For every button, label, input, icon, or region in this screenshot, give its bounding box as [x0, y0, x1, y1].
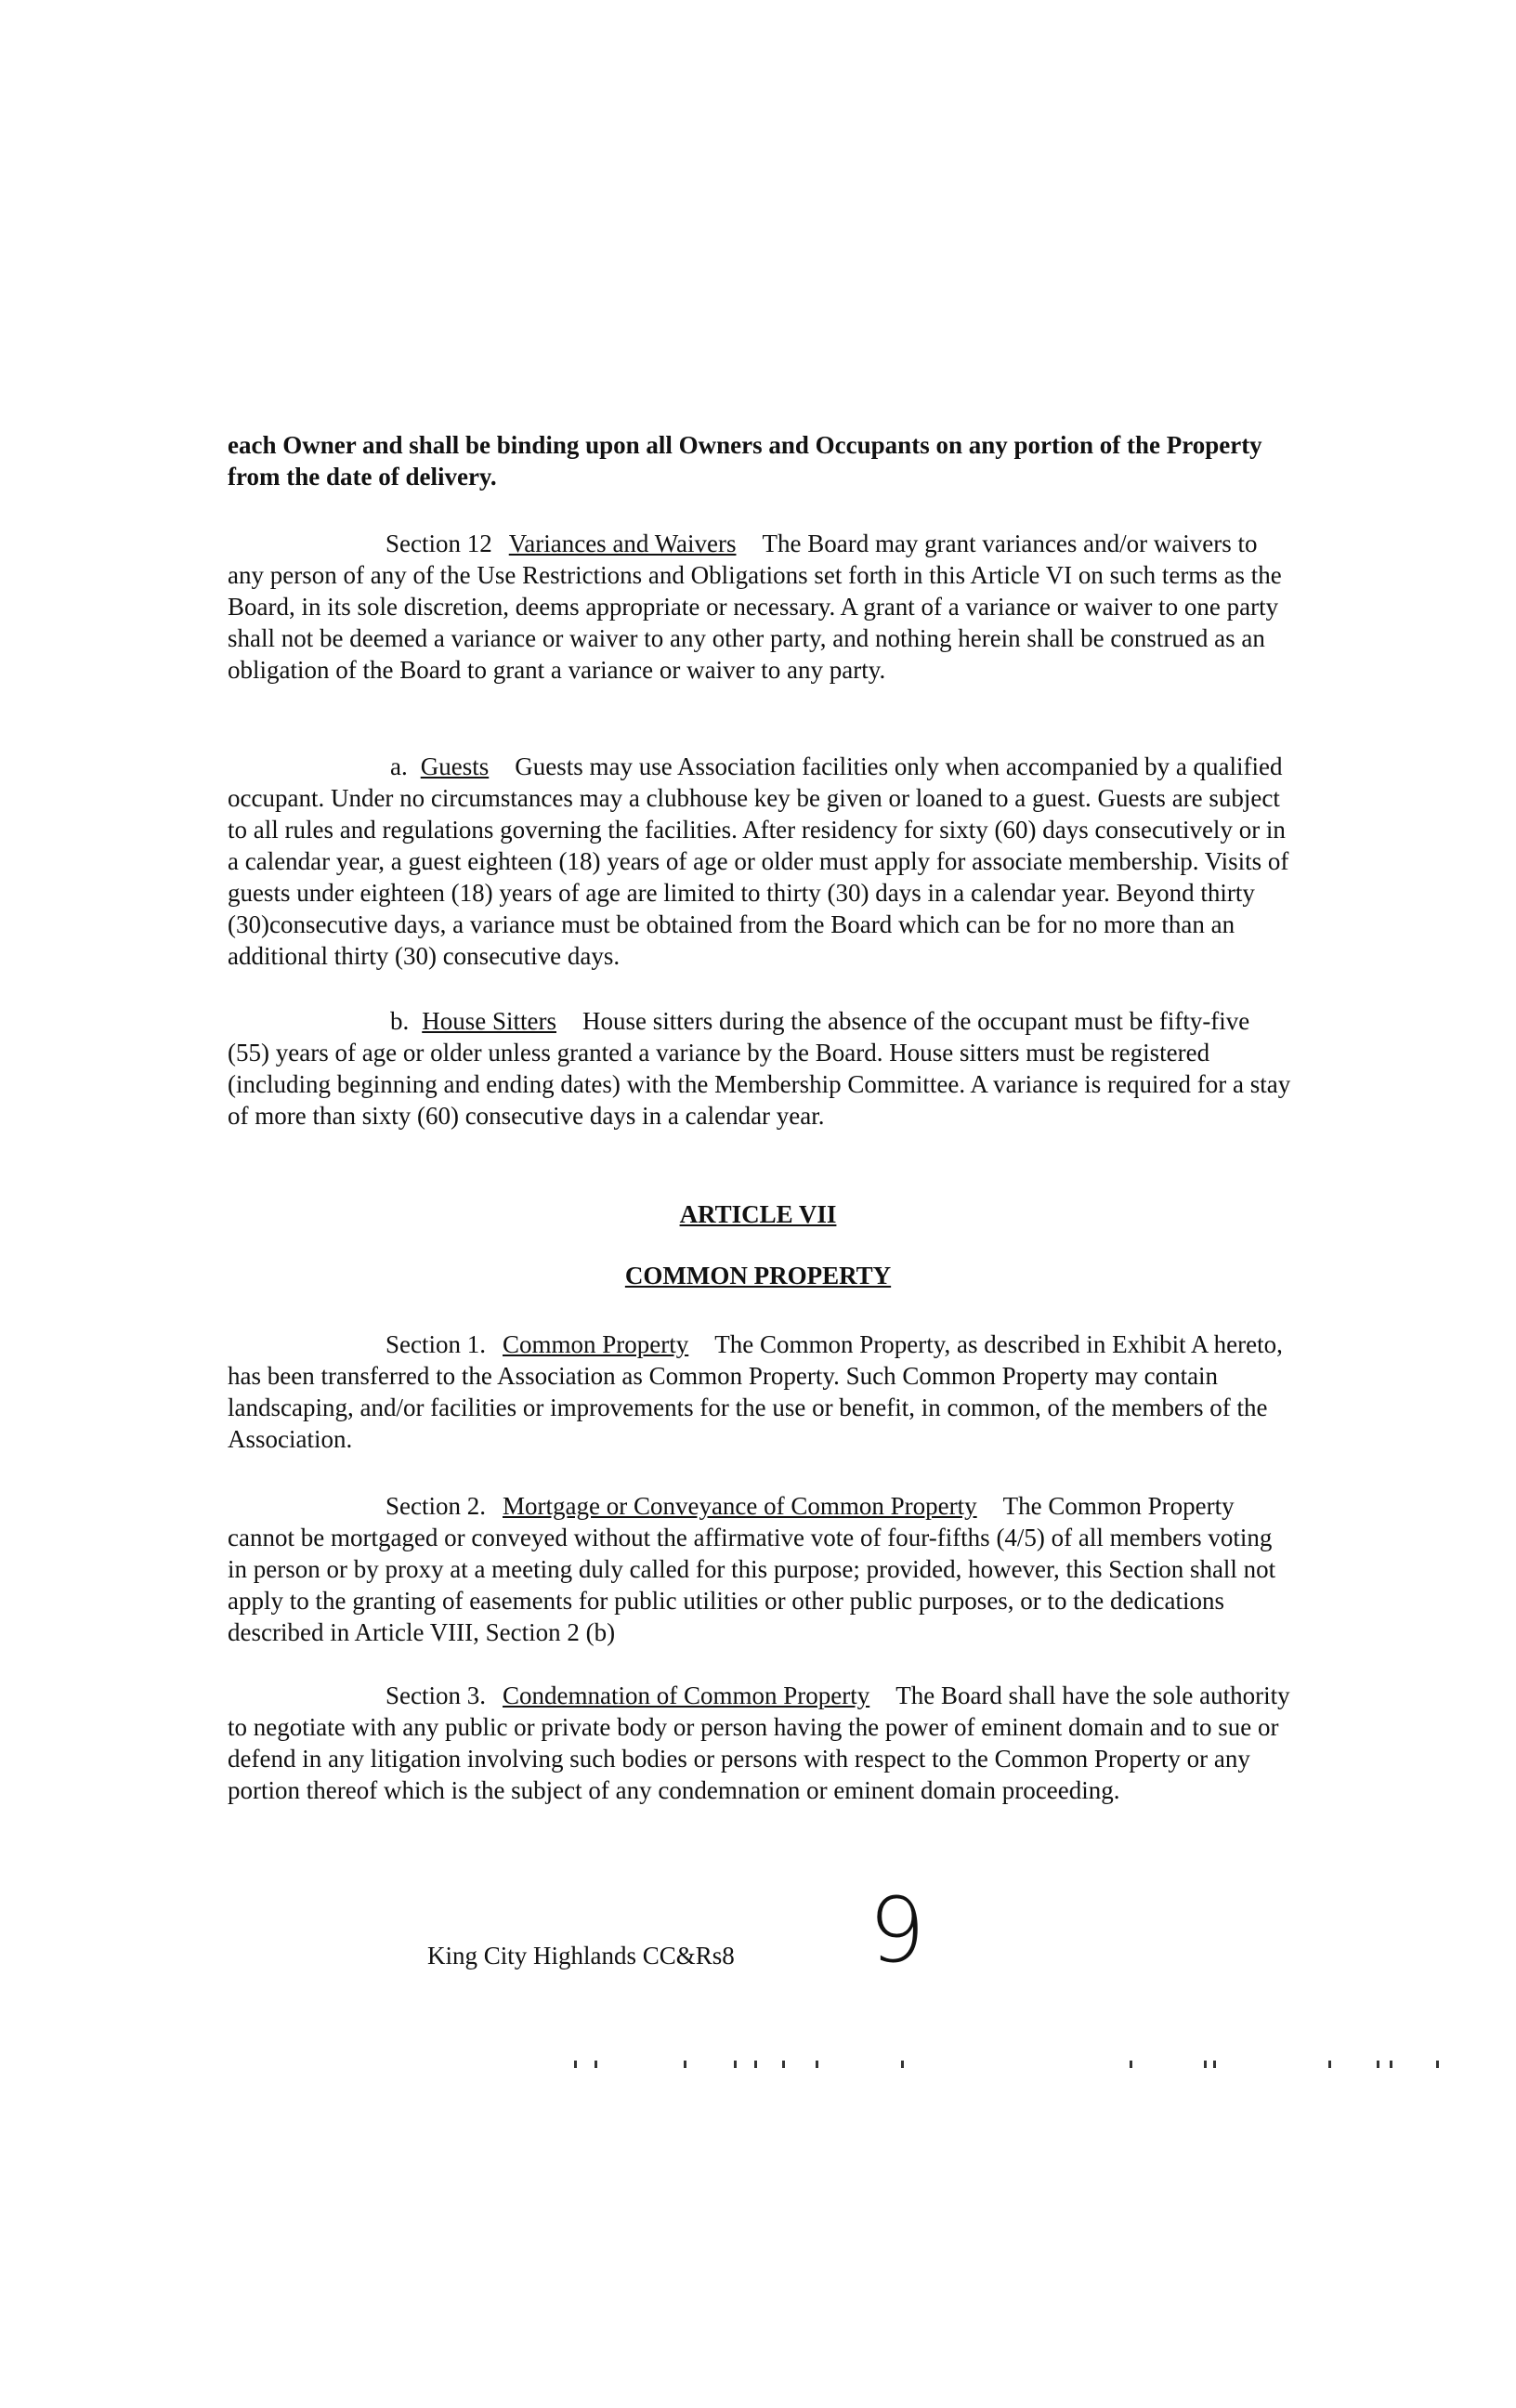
item-b-text: House sitters during the absence of the occupant must be fifty-five (55) years of age or older unless granted a variance by the Board. House sitters must be registered (including beginning and ending dates) with the Membership Committee. A variance is required for a stay of more than sixty (60) consecutive days in a calendar year.: [228, 1007, 1291, 1130]
section-12-title: Variances and Waivers: [508, 530, 737, 557]
section-2-label: Section 2.: [386, 1492, 486, 1520]
article-title: COMMON PROPERTY: [624, 1262, 892, 1289]
section-12-text: The Board may grant variances and/or waivers to any person of any of the Use Restrictions and Obligations set forth in this Article VI on such terms as the Board, in its sole discretion, deems appropriate or necessary. A grant of a variance or waiver to one party shall not be deemed a variance or waiver to any other party, and nothing herein shall be construed as an obligation of the Board to grant a variance or waiver to any party.: [228, 530, 1282, 684]
section-2-title: Mortgage or Conveyance of Common Property: [503, 1492, 977, 1520]
article-number: ARTICLE VII: [679, 1200, 837, 1228]
item-a-title: Guests: [420, 752, 490, 780]
footer-document-name: King City Highlands CC&Rs8: [427, 1942, 735, 1970]
item-a-text: Guests may use Association facilities only when accompanied by a qualified occupant. Under no circumstances may a clubhouse key be given or loaned to a guest. Guests are subject to all rules and regulations governing the facilities. After residency for sixty (60) days consecutively or in a calendar year, a guest eighteen (18) years of age or older must apply for associate membership. Visits of guests under eighteen (18) years of age are limited to thirty (30) days in a calendar year. Beyond thirty (30)consecutive days, a variance must be obtained from the Board which can be for no more than an additional thirty (30) consecutive days.: [228, 752, 1289, 970]
section-2-text: The Common Property cannot be mortgaged or conveyed without the affirmative vote of four-fifths (4/5) of all members voting in person or by proxy at a meeting duly called for this purpose; provided, however, this Section shall not apply to the granting of easements for public utilities or other public purposes, or to the dedications described in Article VIII, Section 2 (b): [228, 1492, 1276, 1646]
section-12-label: Section 12: [386, 530, 492, 557]
section-12: [228, 528, 1296, 686]
section-1-title: Common Property: [503, 1330, 689, 1358]
section-3-title: Condemnation of Common Property: [503, 1682, 870, 1709]
item-a-guests: [228, 751, 1296, 972]
item-b-house-sitters: [228, 1005, 1296, 1132]
continuation-paragraph: [228, 429, 1296, 492]
section-2: [228, 1490, 1296, 1648]
section-1: [228, 1328, 1296, 1455]
item-b-title: House Sitters: [422, 1007, 556, 1035]
section-3: [228, 1680, 1296, 1806]
section-1-label: Section 1.: [386, 1330, 486, 1358]
handwritten-page-number: 9: [869, 1878, 926, 1983]
continuation-text: each Owner and shall be binding upon all Owners and Occupants on any portion of the Property from the date of delivery.: [228, 431, 1262, 491]
item-b-label: b.: [390, 1007, 410, 1035]
section-3-text: The Board shall have the sole authority to negotiate with any public or private body or person having the power of eminent domain and to sue or defend in any litigation involving such bodies or persons with respect to the Common Property or any portion thereof which is the subject of any condemnation or eminent domain proceeding.: [228, 1682, 1290, 1804]
item-a-label: a.: [390, 752, 408, 780]
section-1-text: The Common Property, as described in Exhibit A hereto, has been transferred to the Association as Common Property. Such Common Property may contain landscaping, and/or facilities or improvements for the use or benefit, in common, of the members of the Association.: [228, 1330, 1283, 1453]
section-3-label: Section 3.: [386, 1682, 486, 1709]
